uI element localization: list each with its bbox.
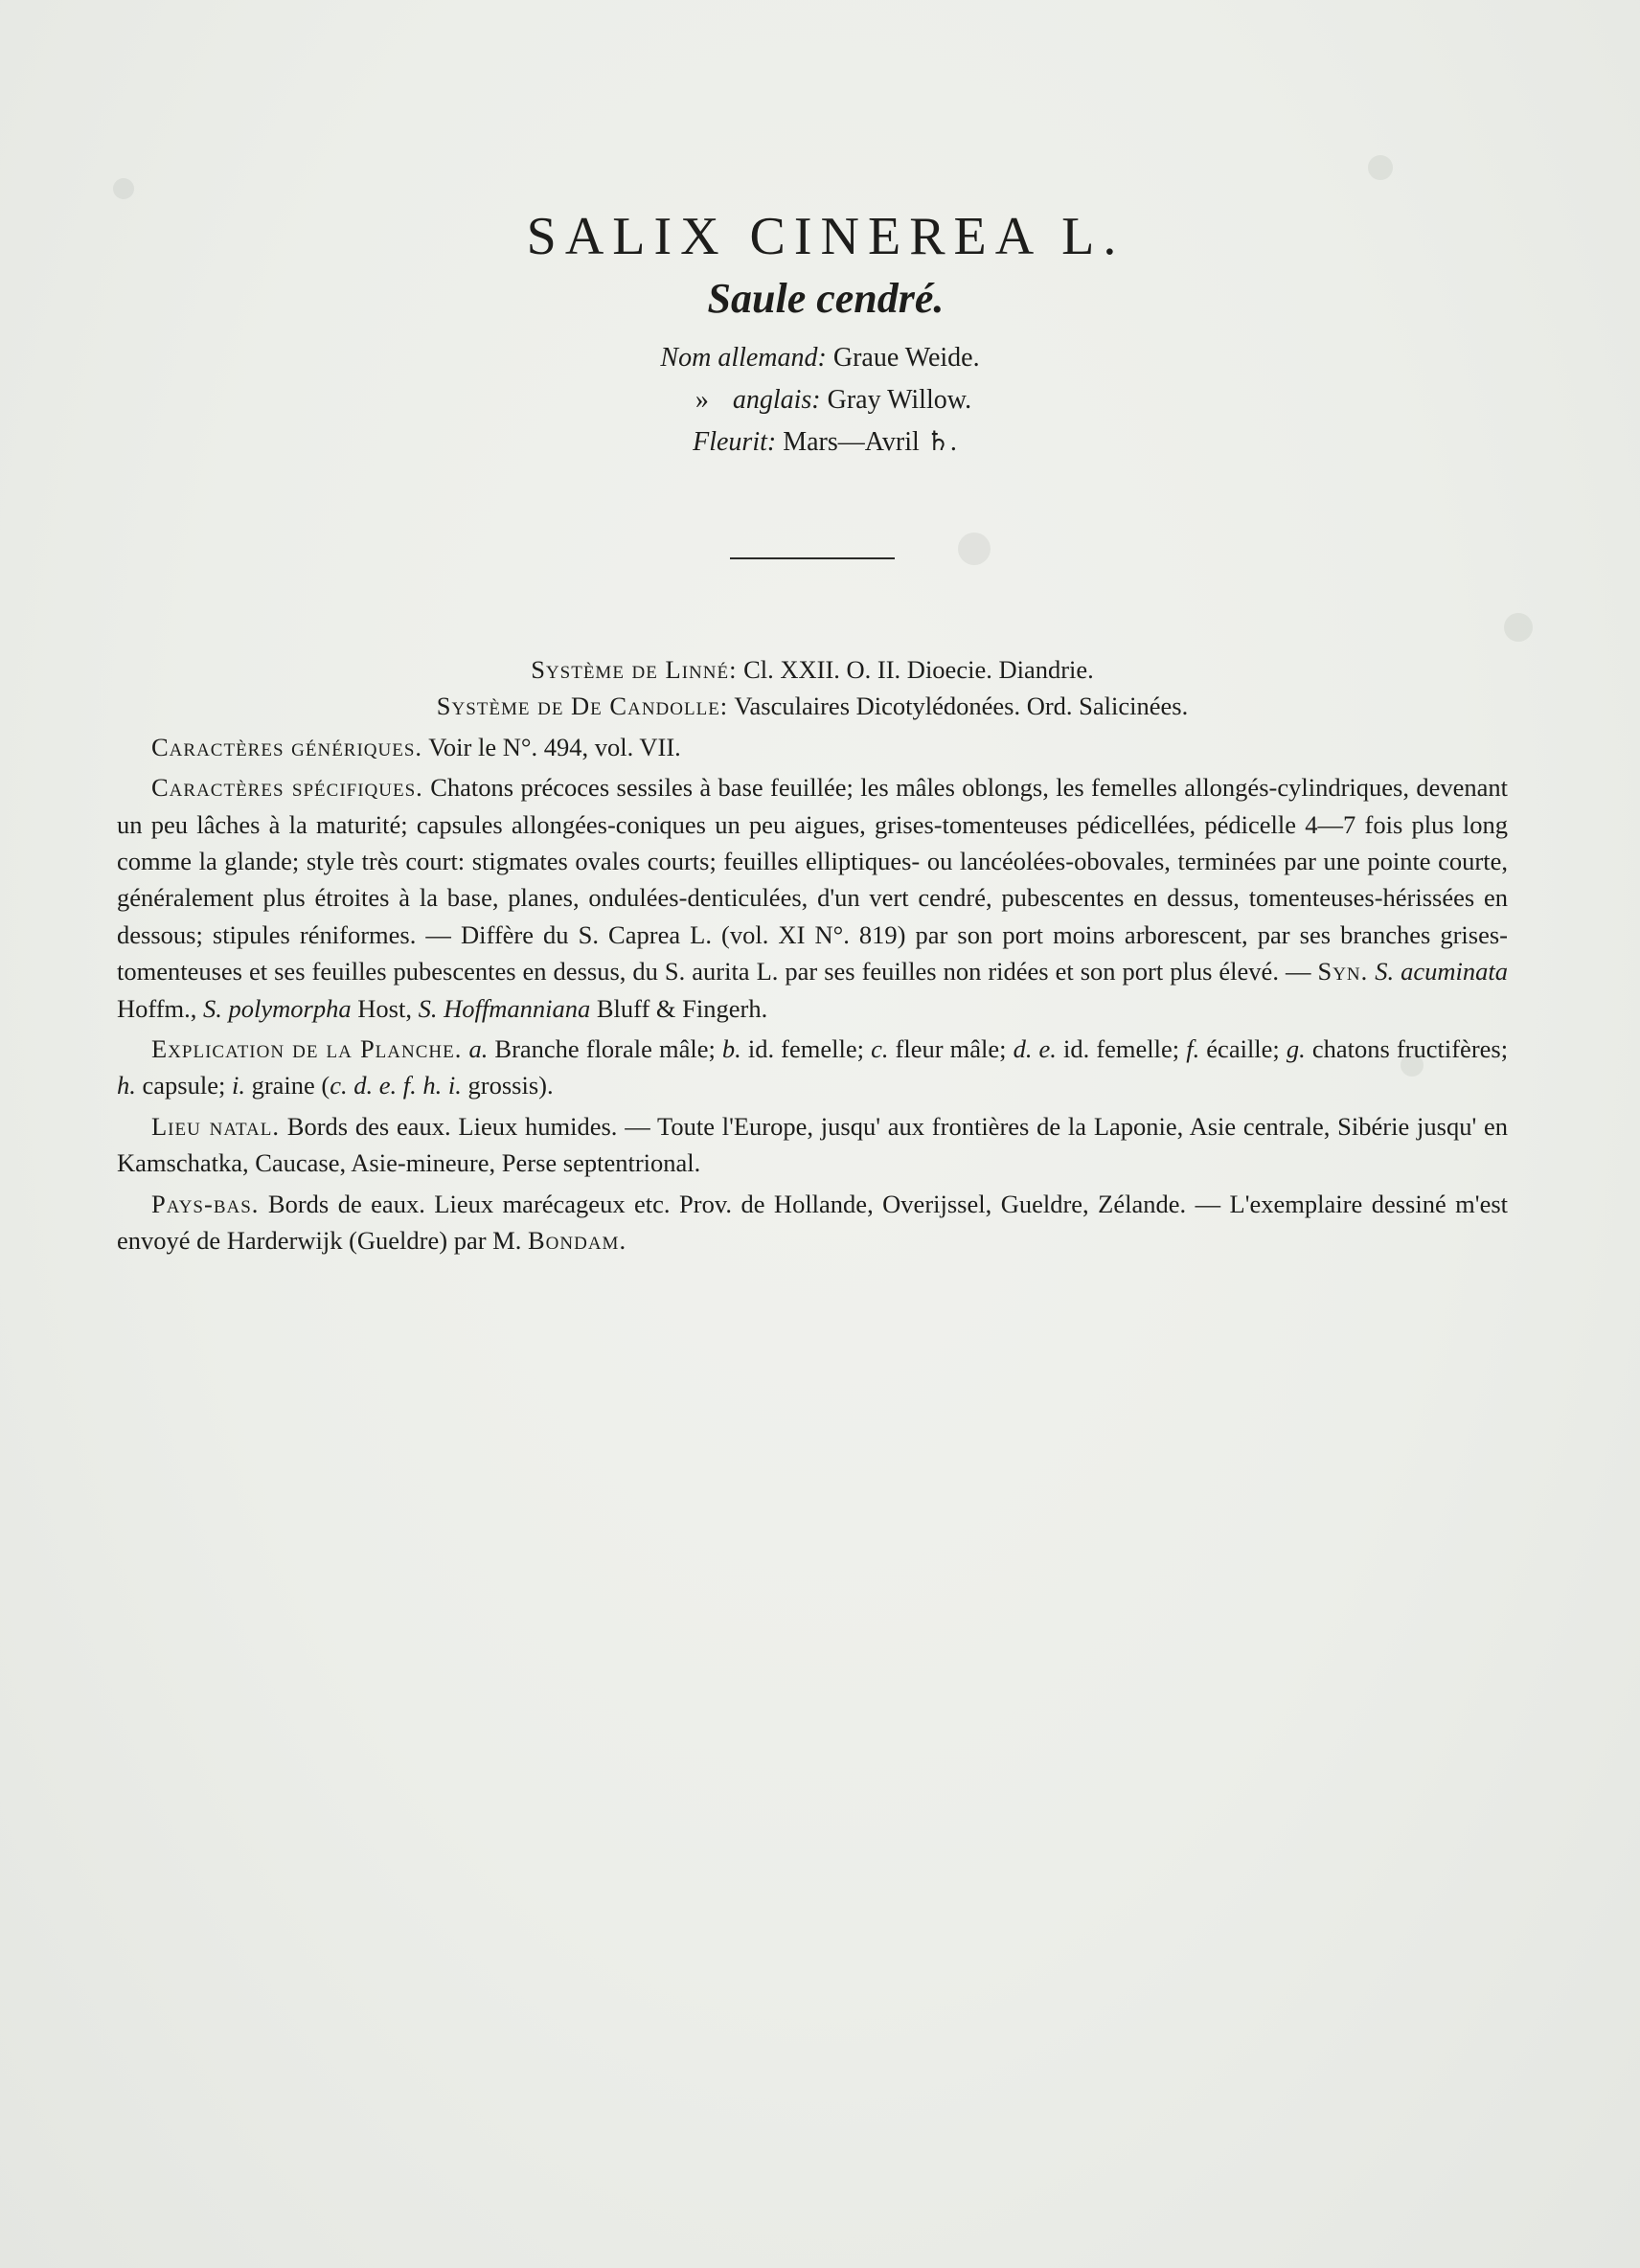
system-candolle-value: Vasculaires Dicotylédonées. Ord. Salicinées. — [734, 692, 1189, 721]
figure-caption: capsule; — [142, 1071, 226, 1100]
german-name: Graue Weide. — [832, 343, 980, 373]
foxing-spot — [1368, 155, 1393, 180]
figure-letter: h. — [117, 1071, 136, 1100]
plate-header — [0, 203, 1640, 464]
figure-letter: a. — [468, 1034, 489, 1064]
figure-caption: Branche florale mâle; — [494, 1034, 716, 1064]
flowering-label: Fleurit: — [693, 427, 777, 457]
system-linne — [117, 651, 1508, 688]
synonyms-label: Syn. — [1317, 957, 1369, 987]
system-linne-value: Cl. XXII. O. II. Dioecie. Diandrie. — [743, 655, 1094, 684]
system-candolle — [117, 688, 1508, 724]
divider-rule — [730, 557, 895, 559]
plate-explanation-label: Explication de la Planche. — [151, 1034, 463, 1064]
foxing-spot — [958, 533, 991, 565]
synonym-3: S. Hoffmanniana — [418, 993, 591, 1023]
synonym-1-author: Hoffm., — [117, 993, 197, 1023]
generic-characters-text: Voir le N°. 494, vol. VII. — [428, 732, 681, 761]
flowering-period: Mars—Avril ♄. — [783, 427, 957, 457]
native-habitat-text: Bords des eaux. Lieux humides. — Toute l'Europe, jusqu' aux frontières de la Laponie, Asie centrale, Sibérie jusqu' en Kamschatka, Caucase, Asie-mineure, Perse septentrional. — [117, 1111, 1509, 1178]
species-title: SALIX CINEREA L. — [526, 207, 1126, 266]
figure-caption: graine ( — [251, 1071, 330, 1100]
magnified-letters: c. d. e. f. h. i. — [330, 1071, 462, 1100]
specific-characters — [117, 769, 1508, 1027]
figure-letter: f. — [1186, 1034, 1200, 1064]
synonym-3-author: Bluff & Fingerh. — [596, 993, 768, 1023]
specific-characters-text: Chatons précoces sessiles à base feuillée; les mâles oblongs, les femelles allongés-cylindriques, devenant un peu lâches à la maturité; capsules allongées-coniques un peu aigues, grises-tomenteuses pédicellées, pédicelle 4—7 fois plus long comme la glande; style très court: stigmates ovales courts; feuilles elliptiques- ou lancéolées-obovales, terminées par une pointe courte, généralement plus étroites à la base, planes, ondulées-denticulées, d'un vert cendré, pubescentes en dessus, tomenteuses-hérissées en dessous; stipules réniformes. — Diffère du S. Caprea L. (vol. XI N°. 819) par son port moins arborescent, par ses branches grises-tomenteuses et ses feuilles pubescentes en dessus, du S. aurita L. par ses feuilles non ridées et son port plus élevé. — — [117, 773, 1508, 987]
synonym-2-author: Host, — [357, 993, 412, 1023]
foxing-spot — [1504, 613, 1533, 642]
collector-name: Bondam. — [527, 1226, 627, 1256]
synonym-1: S. acuminata — [1375, 957, 1509, 987]
english-name-row — [0, 379, 1640, 421]
system-linne-label: Système de Linné: — [531, 655, 738, 684]
flowering-row — [0, 421, 1640, 464]
german-name-label: Nom allemand: — [660, 343, 827, 373]
ditto-mark: » — [695, 385, 709, 415]
native-habitat — [117, 1108, 1508, 1182]
generic-characters-label: Caractères génériques. — [151, 732, 423, 761]
english-name-label: anglais: — [732, 385, 821, 415]
generic-characters — [117, 729, 1508, 765]
german-name-row — [0, 337, 1640, 379]
vernacular-names — [0, 337, 1640, 464]
common-name-french: Saule cendré. — [707, 275, 945, 322]
netherlands-distribution — [117, 1186, 1508, 1259]
figure-caption: id. femelle; — [747, 1034, 864, 1064]
description-body — [117, 651, 1508, 1259]
specific-characters-label: Caractères spécifiques. — [151, 773, 423, 803]
figure-letter: b. — [721, 1034, 741, 1064]
figure-caption: fleur mâle; — [895, 1034, 1007, 1064]
foxing-spot — [113, 178, 134, 199]
native-habitat-label: Lieu natal. — [151, 1111, 280, 1141]
magnified-note: grossis). — [467, 1071, 554, 1100]
figure-caption: écaille; — [1206, 1034, 1280, 1064]
plate-explanation — [117, 1031, 1508, 1104]
figure-letter: g. — [1286, 1034, 1306, 1064]
figure-caption: id. femelle; — [1063, 1034, 1180, 1064]
figure-letter: c. — [871, 1034, 889, 1064]
synonym-2: S. polymorpha — [203, 993, 352, 1023]
netherlands-text: Bords de eaux. Lieux marécageux etc. Prov. de Hollande, Overijssel, Gueldre, Zélande. — L'exemplaire dessiné m'est envoyé de Harderwijk (Gueldre) par M. — [117, 1189, 1509, 1256]
english-name: Gray Willow. — [827, 385, 972, 415]
figure-letter: i. — [231, 1071, 245, 1100]
system-candolle-label: Système de De Candolle: — [436, 692, 729, 721]
figure-letter: d. e. — [1013, 1034, 1057, 1064]
netherlands-label: Pays-bas. — [151, 1189, 260, 1218]
figure-caption: chatons fructifères; — [1311, 1034, 1509, 1064]
